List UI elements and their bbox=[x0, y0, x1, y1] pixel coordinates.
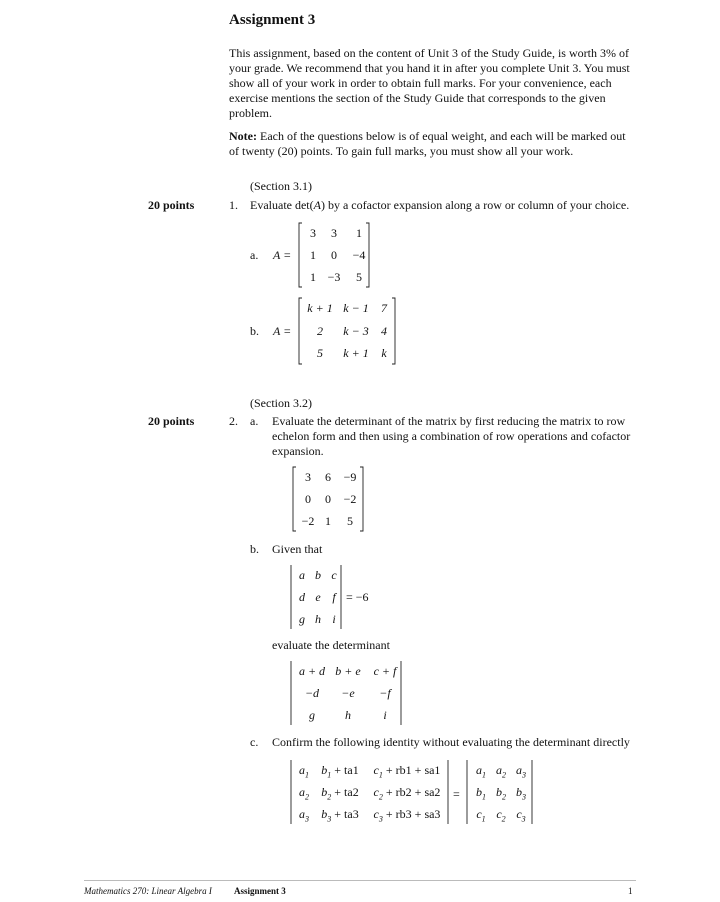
q2a-line: expansion. bbox=[272, 444, 324, 458]
matrix-cell: h bbox=[345, 707, 351, 722]
q2a-prompt bbox=[272, 414, 642, 459]
matrix-cell: $b_1 + ta1$ bbox=[321, 762, 359, 779]
matrix-cell: 5 bbox=[317, 346, 323, 361]
note-paragraph bbox=[229, 129, 634, 159]
matrix-cell: $a_2$ bbox=[496, 762, 506, 779]
note-label: Note: bbox=[229, 129, 257, 143]
note-line-2: of twenty (20) points. To gain full marks, you must show all your work. bbox=[229, 144, 574, 158]
matrix-cell: −d bbox=[304, 685, 320, 700]
q2c-label: c. bbox=[250, 735, 259, 749]
matrix-cell: 3 bbox=[305, 469, 311, 484]
matrix-cell: 4 bbox=[381, 323, 387, 338]
q1-section: (Section 3.1) bbox=[250, 179, 312, 193]
matrix-cell: k + 1 bbox=[307, 300, 333, 315]
matrix-cell: $a_3$ bbox=[299, 806, 309, 823]
matrix-cell: h bbox=[315, 611, 321, 626]
q2b-label: b. bbox=[250, 542, 259, 556]
matrix-cell: a bbox=[299, 567, 305, 582]
matrix-cell: $c_1$ bbox=[476, 806, 486, 823]
q1-prompt bbox=[250, 198, 629, 213]
matrix-cell: −2 bbox=[301, 513, 315, 528]
q2-number: 2. bbox=[229, 414, 238, 428]
q2b-equals: = −6 bbox=[346, 590, 369, 604]
intro-line: your grade. We recommend that you hand it in after you complete Unit 3. You must bbox=[229, 61, 630, 75]
intro-line: show all of your work in order to obtain full marks. For your convenience, each bbox=[229, 76, 612, 90]
matrix-cell: $a_1$ bbox=[299, 762, 309, 779]
matrix-cell: $c_2$ bbox=[496, 806, 506, 823]
q2c-rhs-determinant bbox=[466, 759, 533, 825]
q2c-lhs-determinant bbox=[290, 759, 449, 825]
matrix-cell: $c_2 + rb2 + sa2$ bbox=[373, 784, 441, 801]
matrix-cell: a + d bbox=[298, 663, 326, 678]
matrix-cell: −3 bbox=[327, 269, 341, 284]
matrix-cell: e bbox=[315, 589, 321, 604]
matrix-cell: d bbox=[299, 589, 305, 604]
matrix-cell: 0 bbox=[305, 491, 311, 506]
matrix-cell: g bbox=[299, 611, 305, 626]
q2-section: (Section 3.2) bbox=[250, 396, 312, 410]
matrix-cell: $b_2$ bbox=[496, 784, 506, 801]
intro-paragraph bbox=[229, 46, 634, 121]
matrix-cell: $b_3 + ta3$ bbox=[321, 806, 359, 823]
matrix-cell: $a_3$ bbox=[516, 762, 526, 779]
note-line-1: Each of the questions below is of equal weight, and each will be marked out bbox=[259, 129, 626, 143]
matrix-cell: $b_2 + ta2$ bbox=[321, 784, 359, 801]
matrix-cell: −2 bbox=[343, 491, 357, 506]
matrix-cell: 2 bbox=[317, 323, 323, 338]
q1b-matrix bbox=[298, 297, 396, 365]
matrix-cell: $b_3$ bbox=[516, 784, 526, 801]
q1a-label: a. bbox=[250, 248, 259, 262]
q2a-line: echelon form and then using a combination of row operations and cofactor bbox=[272, 429, 631, 443]
q1a-matrix bbox=[298, 222, 370, 288]
matrix-cell: 1 bbox=[310, 247, 316, 262]
footer-page-number: 1 bbox=[628, 886, 633, 896]
matrix-cell: 3 bbox=[310, 225, 316, 240]
matrix-cell: −4 bbox=[352, 247, 366, 262]
q1b-label: b. bbox=[250, 324, 259, 338]
matrix-cell: c bbox=[331, 567, 337, 582]
matrix-cell: 5 bbox=[347, 513, 353, 528]
q1b-lhs: A = bbox=[273, 324, 292, 338]
matrix-cell: 1 bbox=[310, 269, 316, 284]
matrix-cell: k + 1 bbox=[343, 346, 369, 361]
intro-line: problem. bbox=[229, 106, 272, 120]
matrix-cell: i bbox=[332, 611, 336, 626]
q2a-line: Evaluate the determinant of the matrix by first reducing the matrix to row bbox=[272, 414, 626, 428]
footer-assignment: Assignment 3 bbox=[234, 886, 286, 896]
matrix-cell: 6 bbox=[325, 469, 331, 484]
q1-points: 20 points bbox=[148, 198, 195, 212]
q1a-lhs: A = bbox=[273, 248, 292, 262]
matrix-cell: k bbox=[381, 346, 387, 361]
q2-points: 20 points bbox=[148, 414, 195, 428]
matrix-cell: f bbox=[332, 589, 336, 604]
q2c-prompt: Confirm the following identity without evaluating the determinant directly bbox=[272, 735, 630, 749]
matrix-cell: 1 bbox=[325, 513, 331, 528]
q2b-eval-determinant bbox=[290, 660, 402, 726]
matrix-cell: 0 bbox=[325, 491, 331, 506]
q2c-equals: = bbox=[453, 787, 460, 801]
q2b-evaluate: evaluate the determinant bbox=[272, 638, 390, 652]
matrix-cell: 7 bbox=[381, 300, 387, 315]
matrix-cell: c + f bbox=[373, 663, 397, 678]
q1-number: 1. bbox=[229, 198, 238, 212]
footer-course: Mathematics 270: Linear Algebra I bbox=[84, 886, 212, 896]
matrix-cell: $c_3 + rb3 + sa3$ bbox=[373, 806, 441, 823]
q2a-matrix bbox=[292, 466, 364, 532]
q1-text-pre: Evaluate det( bbox=[250, 198, 314, 212]
page-title: Assignment 3 bbox=[229, 12, 316, 28]
matrix-cell: i bbox=[383, 707, 387, 722]
matrix-cell: −f bbox=[379, 685, 391, 700]
q1-text-var: A bbox=[313, 198, 321, 212]
matrix-cell: b + e bbox=[335, 663, 361, 678]
q2b-given-determinant bbox=[290, 564, 342, 630]
matrix-cell: $c_1 + rb1 + sa1$ bbox=[373, 762, 441, 779]
footer-rule bbox=[84, 880, 636, 881]
intro-line: exercise mentions the section of the Study Guide that corresponds to the given bbox=[229, 91, 606, 105]
matrix-cell: 3 bbox=[331, 225, 337, 240]
matrix-cell: k − 1 bbox=[343, 300, 369, 315]
q2a-label: a. bbox=[250, 414, 259, 428]
matrix-cell: 1 bbox=[356, 225, 362, 240]
matrix-cell: g bbox=[309, 707, 315, 722]
matrix-cell: 5 bbox=[356, 269, 362, 284]
q1-text-post: ) by a cofactor expansion along a row or column of your choice. bbox=[320, 198, 630, 212]
matrix-cell: $c_3$ bbox=[516, 806, 526, 823]
q2b-given: Given that bbox=[272, 542, 323, 556]
matrix-cell: 0 bbox=[331, 247, 337, 262]
matrix-cell: k − 3 bbox=[343, 323, 369, 338]
intro-line: This assignment, based on the content of Unit 3 of the Study Guide, is worth 3% of bbox=[229, 46, 629, 60]
matrix-cell: −9 bbox=[343, 469, 357, 484]
matrix-cell: $a_1$ bbox=[476, 762, 486, 779]
matrix-cell: $b_1$ bbox=[476, 784, 486, 801]
matrix-cell: $a_2$ bbox=[299, 784, 309, 801]
matrix-cell: −e bbox=[341, 685, 355, 700]
matrix-cell: b bbox=[315, 567, 321, 582]
